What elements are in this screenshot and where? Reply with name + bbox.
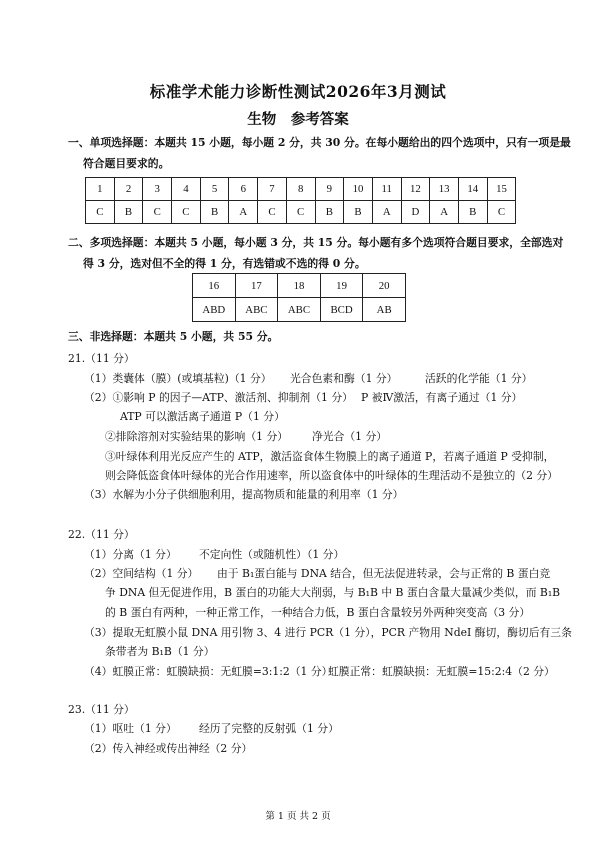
- q22-heading: 22.（11 分）: [68, 528, 135, 541]
- q22-answer-3: 争 DNA 但无促进作用，B 蛋白的功能大大削弱，与 B₁B 中 B 蛋白含量大量减少类似，而 B₁B: [105, 586, 561, 599]
- question-number-cell: 2: [114, 178, 143, 201]
- answer-cell: C: [172, 201, 201, 224]
- q22-answer-7b: 虹膜正常：虹膜缺损：无虹膜=15:2:4（2 分）: [328, 665, 555, 678]
- multi-choice-answer-table: [192, 273, 406, 322]
- question-number-cell: 13: [430, 178, 459, 201]
- question-number-row: [193, 274, 406, 298]
- q21-heading: 21.（11 分）: [68, 352, 135, 365]
- question-number-cell: 3: [143, 178, 172, 201]
- single-choice-answer-table: [85, 177, 516, 224]
- answer-row: [86, 201, 516, 224]
- q21-answer-2b: P 被Ⅳ激活，有离子通过（1 分）: [361, 391, 523, 404]
- q22-answer-2b: 由于 B₁蛋白能与 DNA 结合，但无法促进转录，会与正常的 B 蛋白竞: [217, 567, 551, 580]
- question-number-cell: 4: [172, 178, 201, 201]
- question-number-cell: 8: [286, 178, 315, 201]
- q21-answer-5: 则会降低盗食体叶绿体的光合作用速率，所以盗食体中的叶绿体的生理活动不是独立的（2 分）: [105, 469, 558, 482]
- answer-cell: C: [286, 201, 315, 224]
- answer-cell: C: [258, 201, 287, 224]
- answer-cell: ABD: [193, 298, 236, 322]
- q21-answer-3b: 净光合（1 分）: [312, 430, 388, 443]
- question-number-cell: 7: [258, 178, 287, 201]
- q23-answer-2: （2）传入神经或传出神经（2 分）: [84, 742, 253, 755]
- section2-heading-line2: 得 3 分，选对但不全的得 1 分，有选错或不选的得 0 分。: [83, 257, 366, 270]
- page-title: 标准学术能力诊断性测试2026年3月测试: [149, 82, 447, 101]
- question-number-cell: 16: [193, 274, 236, 298]
- question-number-cell: 11: [372, 178, 401, 201]
- answer-cell: D: [401, 201, 430, 224]
- q21-answer-1c: 活跃的化学能（1 分）: [425, 372, 533, 385]
- q21-answer-1b: 光合色素和酶（1 分）: [290, 372, 398, 385]
- q21-answer-2c: ATP 可以激活离子通道 P（1 分）: [120, 410, 285, 423]
- q21-answer-2a: （2）①影响 P 的因子—ATP、激活剂、抑制剂（1 分）: [84, 391, 353, 404]
- answer-cell: A: [229, 201, 258, 224]
- answer-cell: A: [430, 201, 459, 224]
- answer-cell: AB: [363, 298, 406, 322]
- q21-answer-1a: （1）类囊体（膜）(或填基粒)（1 分）: [84, 372, 272, 385]
- answer-cell: B: [114, 201, 143, 224]
- section1-heading-line1: 一、单项选择题：本题共 15 小题，每小题 2 分，共 30 分。在每小题给出的四个选项中，只有一项是最: [68, 136, 571, 149]
- q22-answer-4: 的 B 蛋白有两种，一种正常工作，一种结合力低，B 蛋白含量较另外两种突变高（3 分）: [105, 606, 531, 619]
- q21-answer-4: ③叶绿体利用光反应产生的 ATP，激活盗食体生物膜上的离子通道 P，若离子通道 P 受抑制，: [105, 450, 555, 463]
- q23-answer-1b: 经历了完整的反射弧（1 分）: [199, 722, 339, 735]
- answer-cell: A: [372, 201, 401, 224]
- q22-answer-1a: （1）分离（1 分）: [84, 548, 177, 561]
- answer-cell: ABC: [278, 298, 321, 322]
- question-number-cell: 20: [363, 274, 406, 298]
- question-number-cell: 10: [344, 178, 373, 201]
- answer-cell: B: [458, 201, 487, 224]
- q22-answer-1b: 不定向性（或随机性）（1 分）: [199, 548, 345, 561]
- question-number-cell: 9: [315, 178, 344, 201]
- q21-answer-6: （3）水解为小分子供细胞利用，提高物质和能量的利用率（1 分）: [84, 488, 404, 501]
- answer-cell: B: [200, 201, 229, 224]
- question-number-cell: 1: [86, 178, 115, 201]
- q21-answer-3a: ②排除溶剂对实验结果的影响（1 分）: [105, 430, 289, 443]
- answer-row: [193, 298, 406, 322]
- answer-cell: ABC: [235, 298, 278, 322]
- page-subtitle: 生物 参考答案: [247, 111, 349, 128]
- question-number-cell: 12: [401, 178, 430, 201]
- q22-answer-7a: （4）虹膜正常：虹膜缺损：无虹膜=3:1:2（1 分）: [84, 665, 333, 678]
- answer-cell: C: [487, 201, 516, 224]
- answer-cell: C: [143, 201, 172, 224]
- q22-answer-6: 条带者为 B₁B（1 分）: [105, 645, 215, 658]
- section1-heading-line2: 符合题目要求的。: [83, 157, 170, 170]
- q22-answer-2a: （2）空间结构（1 分）: [84, 567, 199, 580]
- answer-cell: B: [315, 201, 344, 224]
- answer-cell: BCD: [320, 298, 363, 322]
- section2-heading-line1: 二、多项选择题：本题共 5 小题，每小题 3 分，共 15 分。每小题有多个选项符合题目要求，全部选对: [68, 236, 564, 249]
- question-number-cell: 5: [200, 178, 229, 201]
- section3-heading: 三、非选择题：本题共 5 小题，共 55 分。: [68, 330, 279, 343]
- question-number-cell: 18: [278, 274, 321, 298]
- q22-answer-5: （3）提取无虹膜小鼠 DNA 用引物 3、4 进行 PCR（1 分），PCR 产物用 NdeⅠ 酶切，酶切后有三条: [84, 626, 572, 639]
- question-number-cell: 15: [487, 178, 516, 201]
- page-number: 第 1 页 共 2 页: [265, 811, 331, 822]
- question-number-cell: 6: [229, 178, 258, 201]
- question-number-row: [86, 178, 516, 201]
- q23-heading: 23.（11 分）: [68, 703, 135, 716]
- answer-cell: B: [344, 201, 373, 224]
- answer-cell: C: [86, 201, 115, 224]
- q23-answer-1a: （1）呕吐（1 分）: [84, 722, 177, 735]
- question-number-cell: 14: [458, 178, 487, 201]
- question-number-cell: 19: [320, 274, 363, 298]
- question-number-cell: 17: [235, 274, 278, 298]
